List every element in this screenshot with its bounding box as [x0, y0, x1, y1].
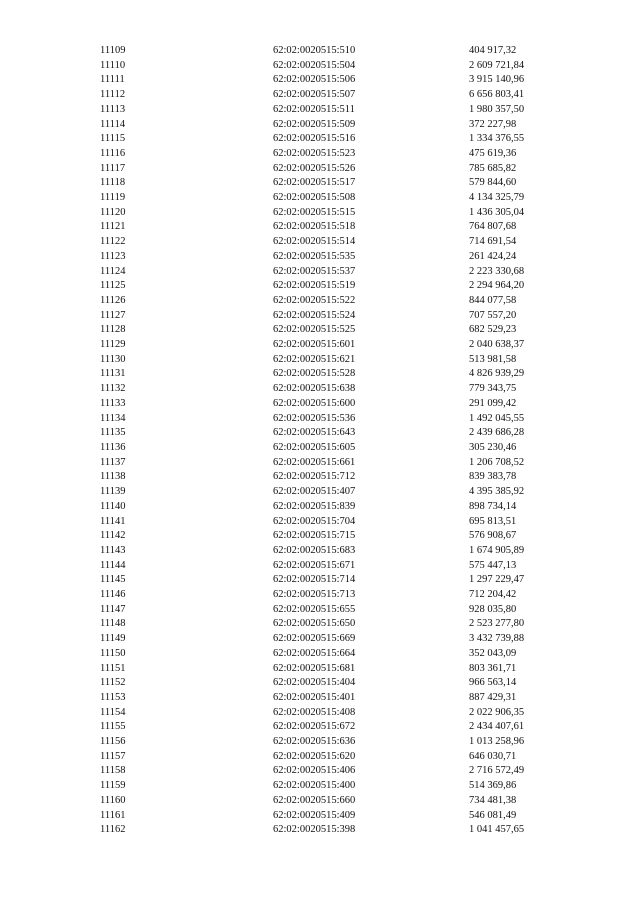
cadastral-number: 62:02:0020515:511	[273, 103, 355, 115]
cadastral-value: 803 361,71	[469, 662, 517, 674]
table-row	[100, 103, 589, 118]
row-number: 11130	[100, 353, 126, 365]
table-row	[100, 676, 589, 691]
cadastral-value: 2 439 686,28	[469, 427, 525, 439]
row-number: 11115	[100, 133, 126, 145]
cadastral-value: 779 343,75	[469, 383, 517, 395]
cadastral-value: 1 436 305,04	[469, 206, 525, 218]
row-number: 11140	[100, 500, 126, 512]
cadastral-number: 62:02:0020515:508	[273, 192, 356, 204]
row-number: 11128	[100, 324, 126, 336]
table-row	[100, 44, 589, 59]
table-row	[100, 823, 589, 838]
cadastral-value: 1 492 045,55	[469, 412, 525, 424]
cadastral-value: 2 223 330,68	[469, 265, 525, 277]
table-row	[100, 353, 589, 368]
table-row	[100, 764, 589, 779]
cadastral-value: 734 481,38	[469, 794, 517, 806]
table-row	[100, 706, 589, 721]
cadastral-number: 62:02:0020515:636	[273, 736, 356, 748]
table-row	[100, 809, 589, 824]
table-row	[100, 735, 589, 750]
cadastral-value: 2 040 638,37	[469, 339, 525, 351]
cadastral-number: 62:02:0020515:504	[273, 59, 356, 71]
row-number: 11131	[100, 368, 126, 380]
table-row	[100, 147, 589, 162]
cadastral-number: 62:02:0020515:683	[273, 544, 356, 556]
row-number: 11137	[100, 456, 126, 468]
row-number: 11147	[100, 603, 126, 615]
cadastral-number: 62:02:0020515:517	[273, 177, 356, 189]
row-number: 11138	[100, 471, 126, 483]
row-number: 11139	[100, 486, 126, 498]
table-row	[100, 544, 589, 559]
cadastral-value: 928 035,80	[469, 603, 517, 615]
cadastral-number: 62:02:0020515:510	[273, 45, 356, 56]
row-number: 11119	[100, 192, 126, 204]
table-row	[100, 647, 589, 662]
table-row	[100, 632, 589, 647]
row-number: 11162	[100, 824, 126, 836]
table-row	[100, 426, 589, 441]
cadastral-value: 291 099,42	[469, 397, 517, 409]
row-number: 11114	[100, 118, 126, 130]
row-number: 11150	[100, 647, 126, 659]
table-row	[100, 794, 589, 809]
cadastral-number: 62:02:0020515:524	[273, 309, 356, 321]
row-number: 11121	[100, 221, 126, 233]
cadastral-number: 62:02:0020515:660	[273, 794, 356, 806]
row-number: 11157	[100, 750, 126, 762]
cadastral-value-table	[100, 44, 589, 838]
row-number: 11126	[100, 294, 126, 306]
row-number: 11159	[100, 780, 126, 792]
cadastral-number: 62:02:0020515:713	[273, 589, 356, 601]
cadastral-value: 1 980 357,50	[469, 103, 525, 115]
cadastral-value: 646 030,71	[469, 750, 517, 762]
row-number: 11117	[100, 162, 126, 174]
cadastral-value: 1 297 229,47	[469, 574, 525, 586]
row-number: 11142	[100, 530, 126, 542]
cadastral-number: 62:02:0020515:400	[273, 780, 356, 792]
cadastral-value: 2 022 906,35	[469, 706, 525, 718]
cadastral-number: 62:02:0020515:643	[273, 427, 356, 439]
row-number: 11110	[100, 59, 126, 71]
table-row	[100, 397, 589, 412]
cadastral-value: 575 447,13	[469, 559, 517, 571]
row-number: 11135	[100, 427, 126, 439]
cadastral-number: 62:02:0020515:528	[273, 368, 356, 380]
cadastral-value: 261 424,24	[469, 250, 517, 262]
cadastral-number: 62:02:0020515:669	[273, 633, 356, 645]
cadastral-value: 844 077,58	[469, 294, 517, 306]
row-number: 11111	[100, 74, 125, 86]
table-row	[100, 162, 589, 177]
table-row	[100, 323, 589, 338]
cadastral-value: 714 691,54	[469, 236, 517, 248]
cadastral-number: 62:02:0020515:522	[273, 294, 356, 306]
cadastral-number: 62:02:0020515:620	[273, 750, 356, 762]
table-row	[100, 294, 589, 309]
cadastral-number: 62:02:0020515:516	[273, 133, 356, 145]
row-number: 11145	[100, 574, 126, 586]
cadastral-number: 62:02:0020515:704	[273, 515, 356, 527]
cadastral-number: 62:02:0020515:661	[273, 456, 356, 468]
cadastral-value: 372 227,98	[469, 118, 517, 130]
cadastral-number: 62:02:0020515:507	[273, 89, 356, 101]
cadastral-value: 514 369,86	[469, 780, 517, 792]
table-row	[100, 118, 589, 133]
table-row	[100, 617, 589, 632]
row-number: 11151	[100, 662, 126, 674]
table-row	[100, 235, 589, 250]
cadastral-number: 62:02:0020515:600	[273, 397, 356, 409]
cadastral-number: 62:02:0020515:671	[273, 559, 356, 571]
cadastral-number: 62:02:0020515:715	[273, 530, 356, 542]
table-row	[100, 662, 589, 677]
row-number: 11132	[100, 383, 126, 395]
row-number: 11156	[100, 736, 126, 748]
cadastral-value: 305 230,46	[469, 441, 517, 453]
row-number: 11116	[100, 147, 126, 159]
row-number: 11125	[100, 280, 126, 292]
cadastral-value: 546 081,49	[469, 809, 517, 821]
table-row	[100, 250, 589, 265]
row-number: 11153	[100, 691, 126, 703]
cadastral-number: 62:02:0020515:650	[273, 618, 356, 630]
table-row	[100, 559, 589, 574]
cadastral-number: 62:02:0020515:655	[273, 603, 356, 615]
table-row	[100, 132, 589, 147]
cadastral-value: 4 826 939,29	[469, 368, 525, 380]
cadastral-value: 764 807,68	[469, 221, 517, 233]
row-number: 11129	[100, 339, 126, 351]
row-number: 11158	[100, 765, 126, 777]
cadastral-number: 62:02:0020515:714	[273, 574, 356, 586]
row-number: 11124	[100, 265, 126, 277]
cadastral-number: 62:02:0020515:506	[273, 74, 356, 86]
cadastral-number: 62:02:0020515:605	[273, 441, 356, 453]
row-number: 11146	[100, 589, 126, 601]
cadastral-value: 695 813,51	[469, 515, 517, 527]
table-row	[100, 338, 589, 353]
cadastral-number: 62:02:0020515:638	[273, 383, 356, 395]
cadastral-value: 576 908,67	[469, 530, 517, 542]
row-number: 11149	[100, 633, 126, 645]
table-row	[100, 382, 589, 397]
cadastral-value: 898 734,14	[469, 500, 517, 512]
row-number: 11154	[100, 706, 126, 718]
table-row	[100, 485, 589, 500]
cadastral-value: 6 656 803,41	[469, 89, 525, 101]
cadastral-number: 62:02:0020515:537	[273, 265, 356, 277]
table-row	[100, 88, 589, 103]
cadastral-number: 62:02:0020515:408	[273, 706, 356, 718]
table-row	[100, 573, 589, 588]
cadastral-value: 707 557,20	[469, 309, 517, 321]
cadastral-number: 62:02:0020515:523	[273, 147, 356, 159]
table-row	[100, 779, 589, 794]
row-number: 11118	[100, 177, 126, 189]
table-row	[100, 206, 589, 221]
row-number: 11143	[100, 544, 126, 556]
table-row	[100, 265, 589, 280]
cadastral-value: 1 206 708,52	[469, 456, 525, 468]
cadastral-value: 513 981,58	[469, 353, 517, 365]
row-number: 11161	[100, 809, 126, 821]
table-row	[100, 367, 589, 382]
table-row	[100, 603, 589, 618]
cadastral-value: 839 383,78	[469, 471, 517, 483]
cadastral-number: 62:02:0020515:526	[273, 162, 356, 174]
row-number: 11148	[100, 618, 126, 630]
cadastral-number: 62:02:0020515:535	[273, 250, 356, 262]
cadastral-value: 2 294 964,20	[469, 280, 525, 292]
cadastral-number: 62:02:0020515:407	[273, 486, 356, 498]
row-number: 11120	[100, 206, 126, 218]
table-row	[100, 515, 589, 530]
cadastral-value: 4 134 325,79	[469, 192, 525, 204]
table-row	[100, 441, 589, 456]
cadastral-value: 682 529,23	[469, 324, 517, 336]
table-row	[100, 588, 589, 603]
table-row	[100, 412, 589, 427]
row-number: 11113	[100, 103, 126, 115]
cadastral-value: 1 013 258,96	[469, 736, 525, 748]
table-row	[100, 500, 589, 515]
table-body	[100, 44, 589, 838]
cadastral-value: 1 041 457,65	[469, 824, 525, 836]
row-number: 11155	[100, 721, 126, 733]
cadastral-value: 2 609 721,84	[469, 59, 525, 71]
table-row	[100, 720, 589, 735]
cadastral-number: 62:02:0020515:601	[273, 339, 356, 351]
table-row	[100, 691, 589, 706]
cadastral-value: 2 716 572,49	[469, 765, 525, 777]
table-row	[100, 470, 589, 485]
cadastral-number: 62:02:0020515:515	[273, 206, 356, 218]
cadastral-value: 3 432 739,88	[469, 633, 525, 645]
table-row	[100, 191, 589, 206]
table-row	[100, 309, 589, 324]
table-row	[100, 220, 589, 235]
cadastral-number: 62:02:0020515:406	[273, 765, 356, 777]
cadastral-number: 62:02:0020515:621	[273, 353, 356, 365]
cadastral-value: 785 685,82	[469, 162, 517, 174]
cadastral-value: 2 434 407,61	[469, 721, 525, 733]
cadastral-number: 62:02:0020515:519	[273, 280, 356, 292]
cadastral-value: 352 043,09	[469, 647, 517, 659]
cadastral-number: 62:02:0020515:398	[273, 824, 356, 836]
table-row	[100, 176, 589, 191]
cadastral-number: 62:02:0020515:518	[273, 221, 356, 233]
row-number: 11112	[100, 89, 126, 101]
row-number: 11134	[100, 412, 126, 424]
row-number: 11152	[100, 677, 126, 689]
cadastral-number: 62:02:0020515:514	[273, 236, 356, 248]
table-row	[100, 529, 589, 544]
cadastral-value: 579 844,60	[469, 177, 517, 189]
cadastral-number: 62:02:0020515:404	[273, 677, 356, 689]
cadastral-value: 1 674 905,89	[469, 544, 525, 556]
row-number: 11160	[100, 794, 126, 806]
row-number: 11141	[100, 515, 126, 527]
cadastral-number: 62:02:0020515:401	[273, 691, 356, 703]
cadastral-number: 62:02:0020515:536	[273, 412, 356, 424]
cadastral-number: 62:02:0020515:672	[273, 721, 356, 733]
row-number: 11127	[100, 309, 126, 321]
table-row	[100, 750, 589, 765]
row-number: 11122	[100, 236, 126, 248]
cadastral-value: 475 619,36	[469, 147, 517, 159]
cadastral-value: 3 915 140,96	[469, 74, 525, 86]
row-number: 11136	[100, 441, 126, 453]
cadastral-value: 887 429,31	[469, 691, 517, 703]
cadastral-value: 966 563,14	[469, 677, 517, 689]
table-row	[100, 73, 589, 88]
cadastral-value: 2 523 277,80	[469, 618, 525, 630]
cadastral-value: 712 204,42	[469, 589, 517, 601]
cadastral-number: 62:02:0020515:409	[273, 809, 356, 821]
cadastral-number: 62:02:0020515:664	[273, 647, 356, 659]
cadastral-number: 62:02:0020515:681	[273, 662, 356, 674]
cadastral-number: 62:02:0020515:525	[273, 324, 356, 336]
cadastral-value: 404 917,32	[469, 45, 517, 56]
table-row	[100, 279, 589, 294]
row-number: 11144	[100, 559, 126, 571]
cadastral-number: 62:02:0020515:839	[273, 500, 356, 512]
cadastral-value: 1 334 376,55	[469, 133, 525, 145]
row-number: 11109	[100, 45, 126, 56]
table-row	[100, 59, 589, 74]
cadastral-number: 62:02:0020515:712	[273, 471, 356, 483]
table-row	[100, 456, 589, 471]
row-number: 11123	[100, 250, 126, 262]
cadastral-number: 62:02:0020515:509	[273, 118, 356, 130]
row-number: 11133	[100, 397, 126, 409]
cadastral-value: 4 395 385,92	[469, 486, 525, 498]
